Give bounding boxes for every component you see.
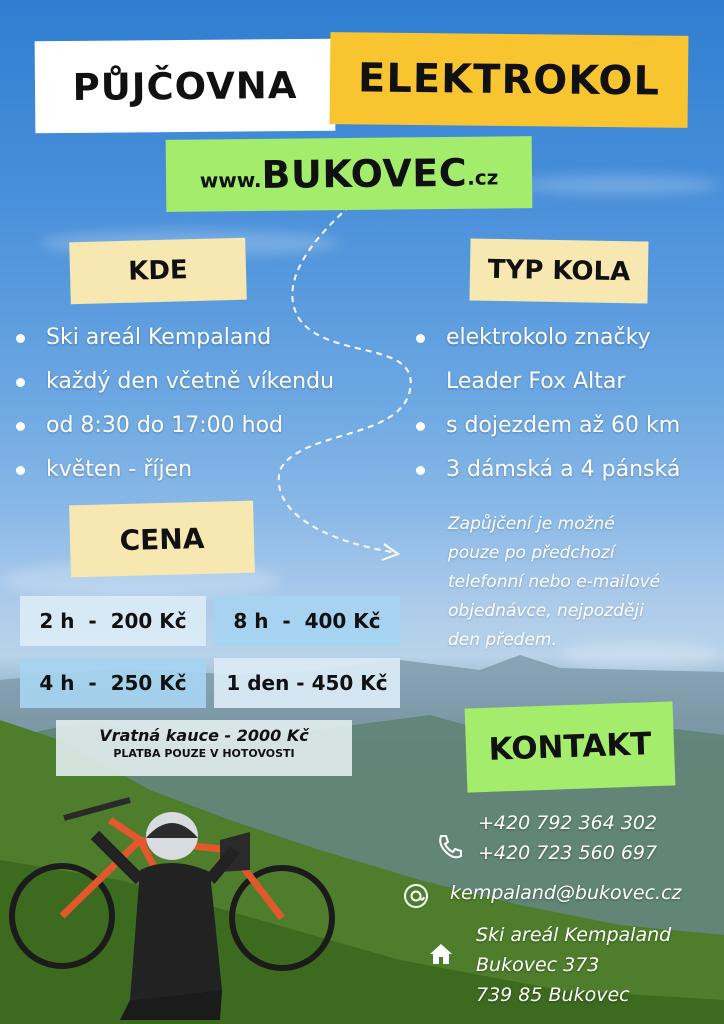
title-part2 <box>330 32 689 128</box>
bullet-icon <box>16 334 25 343</box>
list-item <box>16 316 334 360</box>
price-2h: 2 h - 200 Kč <box>20 596 206 646</box>
price-4h: 4 h - 250 Kč <box>20 658 206 708</box>
list-item <box>416 404 680 448</box>
where-heading-text: KDE <box>127 255 189 287</box>
where-item-1: Ski areál Kempaland <box>46 325 272 350</box>
list-item <box>16 360 334 404</box>
at-icon <box>402 882 430 910</box>
note-line-4: objednávce, nejpozději <box>448 601 644 621</box>
phone-numbers <box>478 808 657 868</box>
where-heading <box>69 238 247 305</box>
note-line-3: telefonní nebo e-mailové <box>448 572 661 592</box>
contact-heading-text: KONTAKT <box>487 726 652 768</box>
url-main: BUKOVEC <box>261 150 468 197</box>
address-line-3: 739 85 Bukovec <box>476 984 630 1006</box>
home-icon <box>428 942 454 966</box>
list-item <box>16 448 334 492</box>
where-item-4: květen - říjen <box>46 457 193 482</box>
bike-type-list <box>416 316 680 492</box>
phone-1[interactable]: +420 792 364 302 <box>478 812 658 834</box>
url-suffix: .cz <box>467 165 499 190</box>
price-8h: 8 h - 400 Kč <box>214 596 400 646</box>
price-heading <box>69 501 255 578</box>
list-item <box>416 316 680 360</box>
payment-note: PLATBA POUZE V HOTOVOSTI <box>113 747 295 760</box>
title-part1-text: PŮJČOVNA <box>72 63 298 109</box>
where-item-3: od 8:30 do 17:00 hod <box>46 413 283 438</box>
price-1-day: 1 den - 450 Kč <box>214 658 400 708</box>
phone-2[interactable]: +420 723 560 697 <box>478 842 658 864</box>
website-url[interactable] <box>166 136 533 212</box>
note-line-1: Zapůjčení je možné <box>448 514 615 534</box>
bike-type-heading-text: TYP KOLA <box>487 254 631 288</box>
deposit-box <box>56 720 352 776</box>
title-part1 <box>35 39 336 134</box>
bullet-icon <box>16 378 25 387</box>
price-heading-text: CENA <box>119 521 205 557</box>
note-line-5: den předem. <box>448 630 557 650</box>
postal-address <box>476 920 671 1010</box>
bike-item-2: Leader Fox Altar <box>446 369 626 394</box>
bullet-icon <box>16 466 25 475</box>
bullet-icon <box>416 466 425 475</box>
phone-icon <box>434 832 464 862</box>
bullet-icon <box>416 422 425 431</box>
where-list <box>16 316 334 492</box>
address-line-2: Bukovec 373 <box>476 954 600 976</box>
bullet-icon <box>416 334 425 343</box>
booking-note <box>448 510 718 655</box>
title-part2-text: ELEKTROKOL <box>357 55 661 105</box>
list-item <box>16 404 334 448</box>
where-item-2: každý den včetně víkendu <box>46 369 335 394</box>
bullet-icon <box>16 422 25 431</box>
address-line-1: Ski areál Kempaland <box>476 924 672 946</box>
contact-heading <box>465 701 676 792</box>
bike-item-1: elektrokolo značky <box>446 325 651 350</box>
bike-item-4: 3 dámská a 4 pánská <box>446 457 681 482</box>
deposit-text: Vratná kauce - 2000 Kč <box>99 726 309 745</box>
url-prefix: www. <box>199 167 262 193</box>
list-item <box>416 448 680 492</box>
note-line-2: pouze po předchozí <box>448 543 615 563</box>
email-address[interactable]: kempaland@bukovec.cz <box>450 882 682 904</box>
list-item <box>416 360 680 404</box>
bike-item-3: s dojezdem až 60 km <box>446 413 681 438</box>
bike-type-heading <box>469 238 648 303</box>
